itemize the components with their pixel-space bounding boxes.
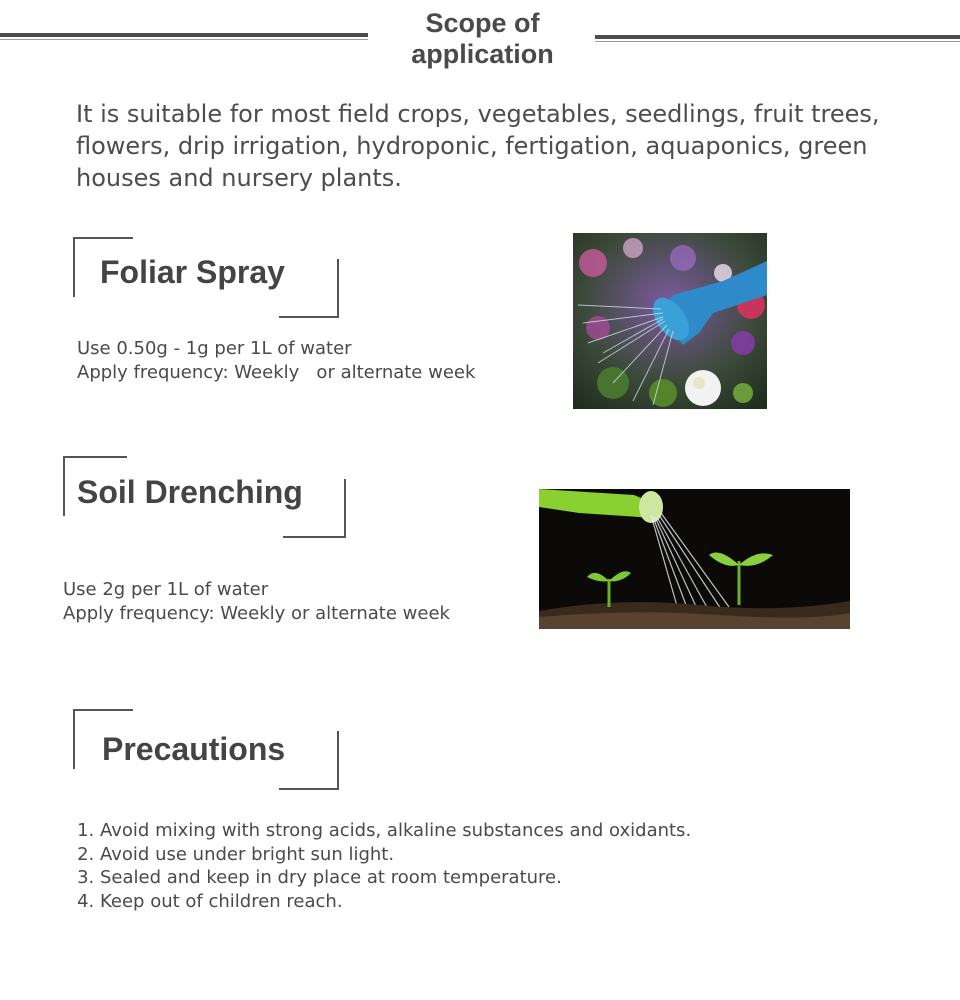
foliar-frequency: Apply frequency: Weekly or alternate week <box>77 362 476 383</box>
soil-heading: Soil Drenching <box>77 474 303 510</box>
precautions-list <box>54 819 691 913</box>
soil-frequency: Apply frequency: Weekly or alternate week <box>63 603 450 624</box>
foliar-frame-bottom-right <box>279 259 339 318</box>
precautions-heading: Precautions <box>102 731 286 767</box>
list-item: 4. Keep out of children reach. <box>100 890 691 914</box>
page-title: Scope of application <box>411 8 554 69</box>
precautions-frame-bottom-right <box>279 731 339 790</box>
intro-text: It is suitable for most field crops, vegetables, seedlings, fruit trees, flowers, drip irrigation, hydroponic, fertigation, aquaponics, green houses and nursery plants. <box>76 100 880 192</box>
foliar-dosage: Use 0.50g - 1g per 1L of water <box>77 338 352 359</box>
foliar-heading: Foliar Spray <box>100 254 285 290</box>
header-rule-left <box>0 33 368 37</box>
list-item: 3. Sealed and keep in dry place at room temperature. <box>100 866 691 890</box>
list-item: 1. Avoid mixing with strong acids, alkaline substances and oxidants. <box>100 819 691 843</box>
soil-dosage: Use 2g per 1L of water <box>63 579 269 600</box>
header-rule-right <box>595 35 960 39</box>
watering-seedlings-photo <box>539 489 850 629</box>
watering-flowers-photo <box>573 233 767 409</box>
list-item: 2. Avoid use under bright sun light. <box>100 843 691 867</box>
